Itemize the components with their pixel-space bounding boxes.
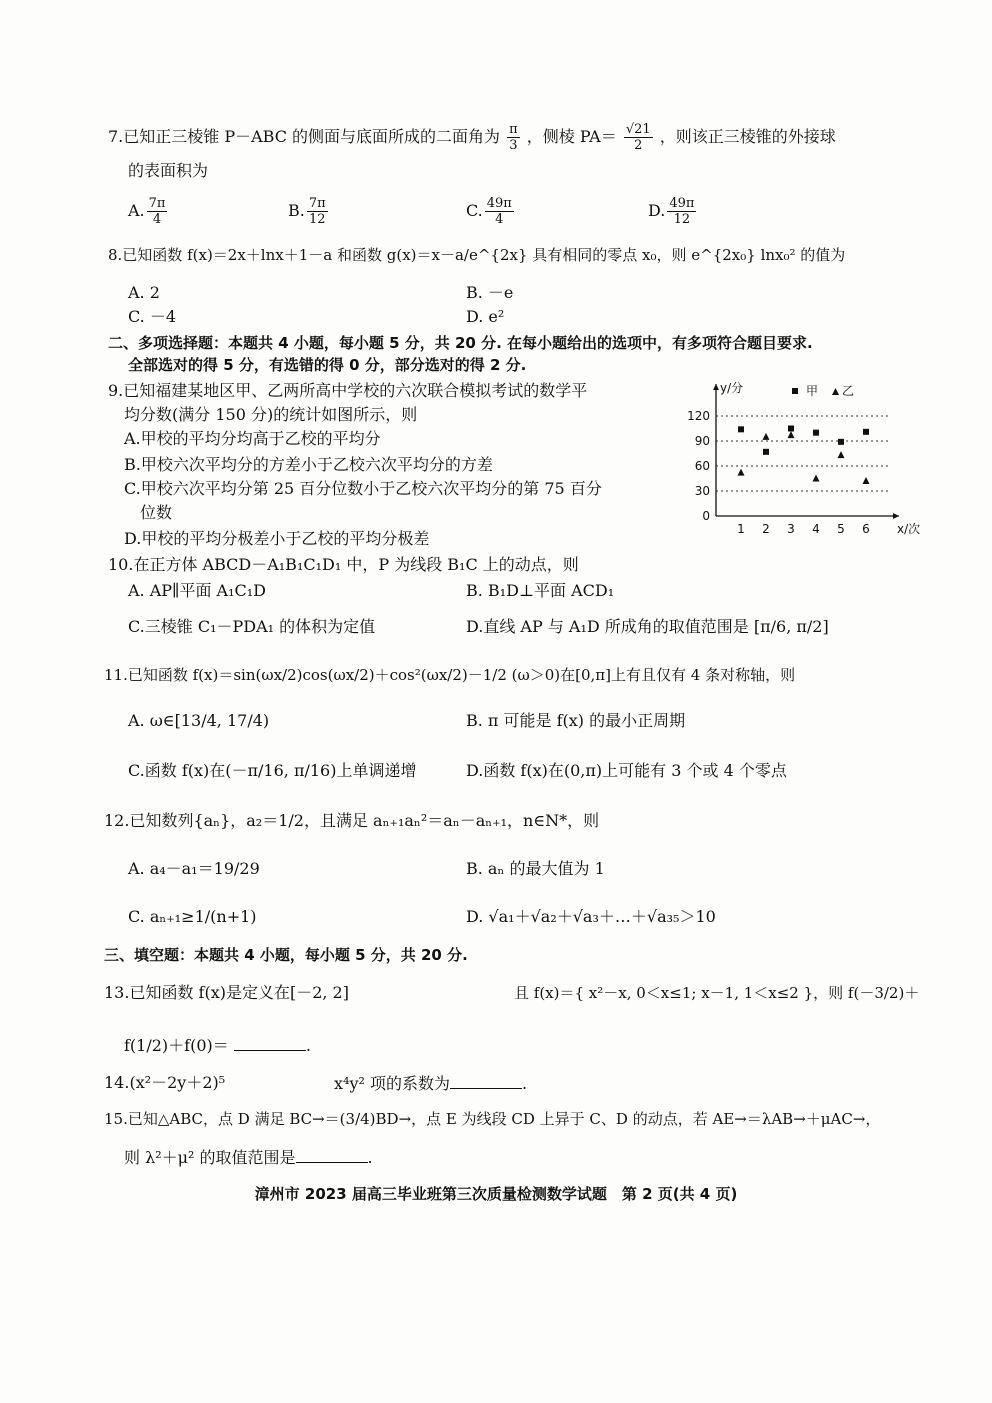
section-2-heading: 二、多项选择题：本题共 4 小题，每小题 5 分，共 20 分. 在每小题给出的选项中，有多项符合题目要求. (108, 334, 813, 352)
q14-stem-b: x⁴y² 项的系数为 . (334, 1074, 528, 1093)
point-yi (813, 475, 820, 482)
q7-stem-line1: 7.已知正三棱锥 P－ABC 的侧面与底面所成的二面角为 $\frac{\pi}{3}$ ，侧棱 PA＝ $\frac{√21}{2}$ ，则该正三棱锥的外接球 (108, 122, 836, 153)
q10-option-c: C.三棱锥 C₁－PDA₁ 的体积为定值 (128, 617, 376, 636)
point-jia (763, 449, 769, 455)
legend-label-yi: 乙 (842, 384, 855, 398)
point-jia (788, 426, 794, 432)
q13-stem-line1: 13.已知函数 f(x)是定义在[－2, 2] (104, 983, 349, 1002)
q12-option-d: D. √a₁＋√a₂＋√a₃＋…＋√a₃₅＞10 (466, 907, 716, 926)
point-jia (738, 426, 744, 432)
section-3-heading: 三、填空题：本题共 4 小题，每小题 5 分，共 20 分. (104, 946, 468, 964)
x-axis-label: x/次 (897, 522, 921, 536)
q10-option-b: B. B₁D⊥平面 ACD₁ (466, 581, 615, 600)
q12-option-b: B. aₙ 的最大值为 1 (466, 859, 605, 878)
q8-option-d: D. e² (466, 307, 505, 326)
q9-stem-line1: 9.已知福建某地区甲、乙两所高中学校的六次联合模拟考试的数学平 (108, 381, 588, 400)
section-2-subheading: 全部选对的得 5 分，有选错的得 0 分，部分选对的得 2 分. (128, 356, 527, 374)
legend-square-marker (792, 388, 798, 394)
q14-stem: 14.(x²－2y＋2)⁵ (104, 1073, 226, 1092)
q8-option-a: A. 2 (128, 283, 160, 302)
chart-axes (713, 384, 899, 519)
q7-option-c: C. $\frac{49\pi}{4}$ (466, 196, 512, 227)
q8-stem: 8.已知函数 f(x)＝2x＋lnx＋1－a 和函数 g(x)＝x－a/e^{2x} 具有相同的零点 x₀，则 e^{2x₀} lnx₀² 的值为 (108, 246, 846, 264)
q15-answer-blank (296, 1146, 368, 1163)
q9-option-c-line2: 位数 (140, 503, 173, 522)
q11-option-b: B. π 可能是 f(x) 的最小正周期 (466, 711, 686, 730)
y-tick-label: 60 (694, 459, 710, 473)
q11-option-a: A. ω∈[13/4, 17/4) (128, 711, 270, 730)
point-jia (813, 430, 819, 436)
q15-stem-line2: 则 λ²＋μ² 的取值范围是 . (124, 1148, 373, 1167)
page-footer: 漳州市 2023 届高三毕业班第三次质量检测数学试题 第 2 页(共 4 页) (254, 1185, 738, 1203)
q9-option-a: A.甲校的平均分均高于乙校的平均分 (124, 429, 381, 448)
q8-option-c: C. －4 (128, 307, 177, 326)
y-tick-label: 0 (702, 509, 710, 523)
q14-answer-blank (450, 1072, 522, 1089)
point-jia (838, 439, 844, 445)
q11-option-c: C.函数 f(x)在(－π/16, π/16)上单调递增 (128, 761, 417, 780)
q9-option-c-line1: C.甲校六次平均分第 25 百分位数小于乙校六次平均分的第 75 百分 (124, 479, 602, 498)
point-yi (838, 451, 845, 458)
q7-option-a: A. $\frac{7\pi}{4}$ (128, 196, 166, 227)
point-yi (763, 433, 770, 440)
point-yi (788, 431, 795, 438)
q9-scatter-chart (670, 378, 921, 548)
q9-option-d: D.甲校的平均分极差小于乙校的平均分极差 (124, 529, 430, 548)
point-yi (738, 469, 745, 476)
y-tick-label: 90 (694, 434, 710, 448)
legend-triangle-marker (832, 388, 839, 395)
y-axis-arrow (713, 384, 719, 390)
q7-frac-pa: $\frac{√21}{2}$ (625, 122, 651, 153)
q11-stem: 11.已知函数 f(x)＝sin(ωx/2)cos(ωx/2)＋cos²(ωx/2)－1/2 (ω＞0)在[0,π]上有且仅有 4 条对称轴，则 (104, 666, 796, 684)
x-axis-arrow (893, 513, 899, 519)
point-yi (863, 477, 870, 484)
q13-stem-line2: f(1/2)＋f(0)＝ . (124, 1036, 311, 1055)
chart-marks (738, 426, 870, 485)
q9-stem-line2: 均分数(满分 150 分)的统计如图所示，则 (124, 405, 418, 424)
x-tick-label: 5 (837, 522, 845, 536)
y-axis-label: y/分 (720, 381, 744, 395)
chart-labels (687, 380, 920, 536)
q13-stem-line1b: 且 f(x)＝{ x²－x, 0＜x≤1; x－1, 1＜x≤2 }，则 f(－3/2)＋ (514, 984, 920, 1002)
q8-option-b: B. －e (466, 283, 514, 302)
q11-option-d: D.函数 f(x)在(0,π)上可能有 3 个或 4 个零点 (466, 761, 787, 780)
q15-stem-line1: 15.已知△ABC，点 D 满足 BC→＝(3/4)BD→，点 E 为线段 CD 上异于 C、D 的动点，若 AE→＝λAB→＋μAC→， (104, 1110, 881, 1128)
y-tick-label: 30 (694, 484, 710, 498)
q10-stem: 10.在正方体 ABCD－A₁B₁C₁D₁ 中，P 为线段 B₁C 上的动点，则 (108, 555, 579, 574)
q12-option-c: C. aₙ₊₁≥1/(n+1) (128, 907, 257, 926)
x-tick-label: 3 (787, 522, 795, 536)
q10-option-d: D.直线 AP 与 A₁D 所成角的取值范围是 [π/6, π/2] (466, 617, 829, 636)
q7-stem-line2: 的表面积为 (128, 161, 209, 180)
q13-answer-blank (234, 1034, 306, 1051)
q9-option-b: B.甲校六次平均分的方差小于乙校六次平均分的方差 (124, 455, 493, 474)
x-tick-label: 6 (862, 522, 870, 536)
x-tick-label: 2 (762, 522, 770, 536)
x-tick-label: 1 (737, 522, 745, 536)
q7-frac-angle: $\frac{\pi}{3}$ (509, 122, 518, 153)
point-jia (863, 429, 869, 435)
q12-stem: 12.已知数列{aₙ}，a₂＝1/2，且满足 aₙ₊₁aₙ²＝aₙ－aₙ₊₁，n∈N*，则 (104, 811, 600, 830)
y-tick-label: 120 (687, 409, 710, 423)
q10-option-a: A. AP∥平面 A₁C₁D (128, 581, 266, 600)
x-tick-label: 4 (812, 522, 820, 536)
q12-option-a: A. a₄－a₁＝19/29 (128, 859, 260, 878)
legend-label-jia: 甲 (806, 384, 819, 398)
q7-option-b: B. $\frac{7\pi}{12}$ (288, 196, 326, 227)
q7-option-d: D. $\frac{49\pi}{12}$ (648, 196, 695, 227)
